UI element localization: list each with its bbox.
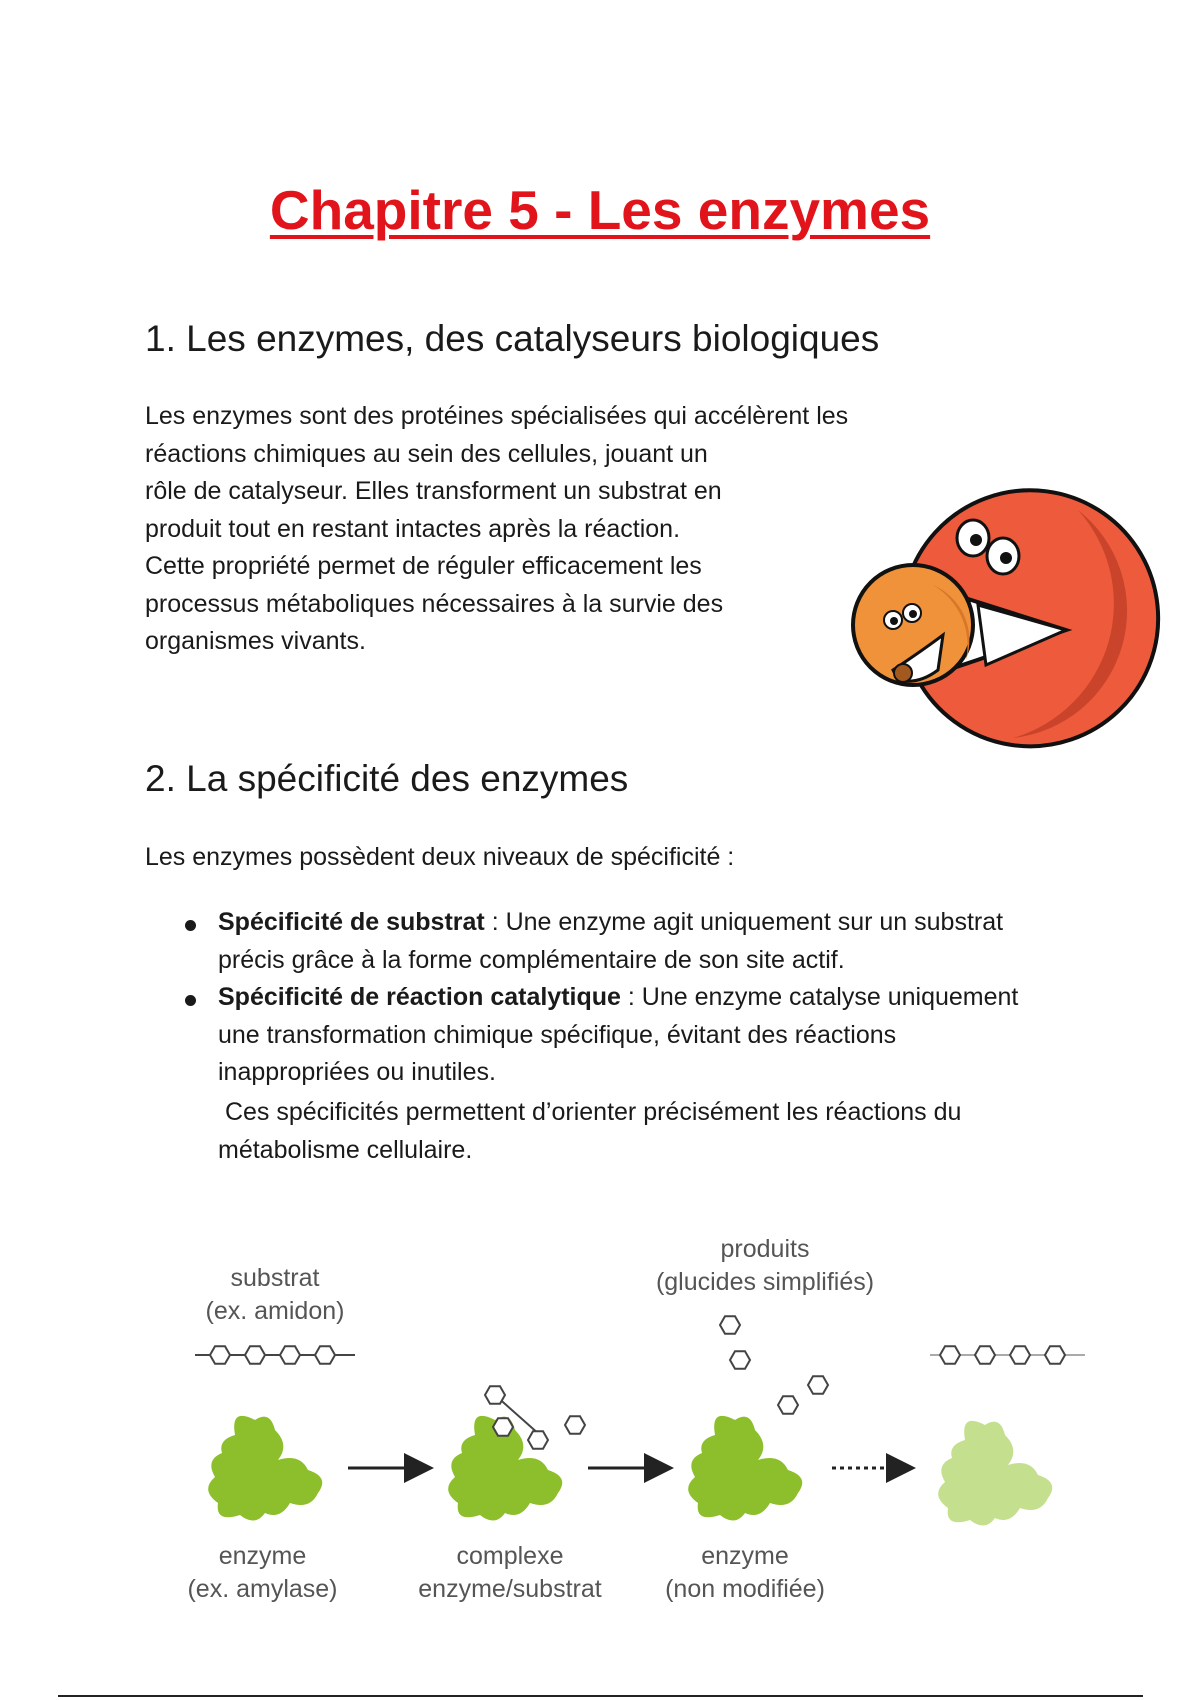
pupil bbox=[890, 617, 898, 625]
bullet-text: : Une enzyme catalyse uniquement une transformation chimique spécifique, évitant des réactions inappropriées ou inutiles. bbox=[218, 983, 1019, 1086]
enzyme-shape bbox=[208, 1416, 322, 1521]
para-line: rôle de catalyseur. Elles transforment un substrat en bbox=[145, 477, 722, 505]
label-line: enzyme bbox=[218, 1542, 307, 1570]
section-2-heading: 2. La spécificité des enzymes bbox=[145, 758, 629, 799]
enzyme-unchanged-label bbox=[645, 1540, 845, 1606]
enzyme-unchanged-shape bbox=[688, 1416, 802, 1521]
crumb bbox=[894, 664, 912, 682]
bullet-icon bbox=[185, 995, 196, 1006]
label-line: (glucides simplifiés) bbox=[655, 1268, 875, 1296]
bullet-term: Spécificité de substrat bbox=[218, 908, 485, 936]
section-1-heading: 1. Les enzymes, des catalyseurs biologiques bbox=[145, 318, 880, 359]
substrate-chain bbox=[195, 1346, 355, 1363]
page-title: Chapitre 5 - Les enzymes bbox=[269, 179, 931, 241]
para-line: organismes vivants. bbox=[145, 627, 366, 655]
enzyme-mascot-illustration bbox=[848, 470, 1178, 750]
pupil bbox=[1000, 552, 1012, 564]
label-line: enzyme/substrat bbox=[418, 1575, 602, 1603]
bullet-term: Spécificité de réaction catalytique bbox=[218, 983, 621, 1011]
label-line: produits bbox=[720, 1235, 810, 1263]
label-line: complexe bbox=[456, 1542, 564, 1570]
label-line: (non modifiée) bbox=[665, 1575, 825, 1603]
para-line: Les enzymes sont des protéines spécialisées qui accélèrent les bbox=[145, 402, 849, 430]
products-molecules bbox=[720, 1316, 828, 1413]
products-label bbox=[640, 1233, 890, 1299]
bullet-icon bbox=[185, 920, 196, 931]
label-line: (ex. amidon) bbox=[205, 1297, 345, 1325]
section-2-intro: Les enzymes possèdent deux niveaux de spécificité : bbox=[145, 843, 735, 871]
pupil bbox=[970, 534, 982, 546]
complex-label bbox=[395, 1540, 625, 1606]
list-item bbox=[145, 979, 1045, 1092]
label-line: enzyme bbox=[701, 1542, 789, 1570]
section-1-paragraph bbox=[145, 398, 965, 661]
specificity-list bbox=[145, 904, 1045, 1092]
page-bottom-rule bbox=[58, 1695, 1143, 1697]
next-substrate-chain bbox=[930, 1346, 1085, 1363]
label-line: substrat bbox=[230, 1264, 320, 1292]
label-line: (ex. amylase) bbox=[187, 1575, 338, 1603]
pupil bbox=[909, 610, 917, 618]
bullet-text: : Une enzyme agit uniquement sur un substrat précis grâce à la forme complémentaire de son site actif. bbox=[218, 908, 1004, 974]
para-line: réactions chimiques au sein des cellules, jouant un bbox=[145, 439, 708, 468]
substrate-label bbox=[170, 1262, 380, 1328]
specificity-note: Ces spécificités permettent d’orienter précisément les réactions du métabolisme cellulaire. bbox=[218, 1098, 969, 1164]
para-line: processus métaboliques nécessaires à la survie des bbox=[145, 589, 724, 618]
next-enzyme-shape bbox=[938, 1421, 1052, 1526]
enzyme-label bbox=[170, 1540, 355, 1606]
enzyme-reaction-diagram bbox=[170, 1215, 1120, 1615]
para-line: Cette propriété permet de réguler efficacement les bbox=[145, 552, 702, 580]
para-line: produit tout en restant intactes après la réaction. bbox=[145, 514, 681, 543]
list-item bbox=[145, 904, 1045, 979]
